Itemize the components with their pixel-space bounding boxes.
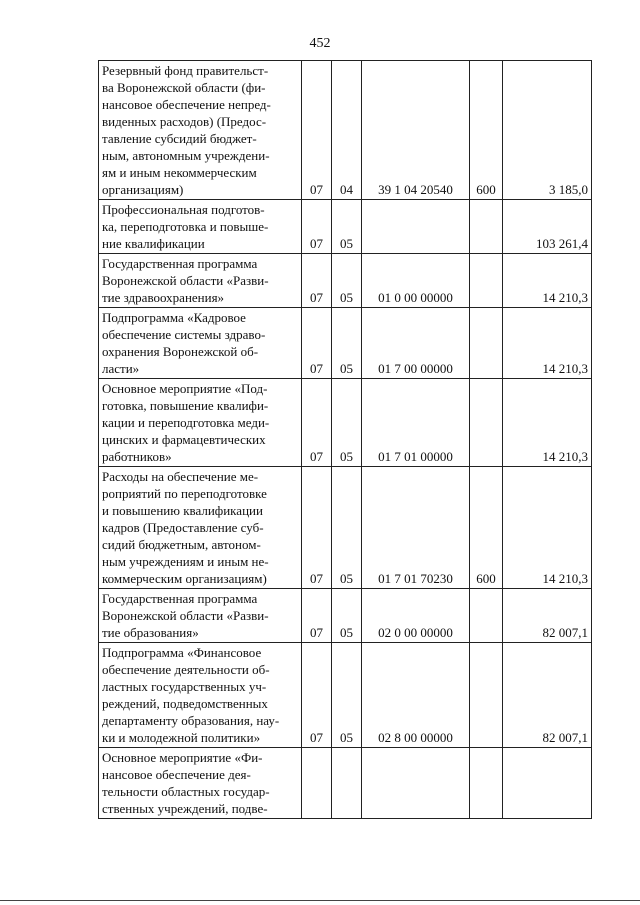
expense-type-cell [470, 254, 503, 308]
table-row [99, 589, 592, 643]
subsection-code-cell: 05 [332, 643, 362, 748]
target-article-cell: 01 7 01 00000 [362, 379, 470, 467]
target-article-cell: 01 0 00 00000 [362, 254, 470, 308]
amount-cell: 14 210,3 [503, 308, 592, 379]
subsection-code-cell [332, 748, 362, 819]
bottom-divider [0, 900, 640, 901]
table-row [99, 61, 592, 200]
table-row [99, 748, 592, 819]
row-name-cell: Резервный фонд правительст- ва Воронежской области (фи- нансовое обеспечение непред- виденных расходов) (Предос- тавление субсидий бюджет- ным, автономным учреждени- ям и иным некоммерческим организациям) [99, 61, 302, 200]
row-name-cell: Государственная программа Воронежской области «Разви- тие здравоохранения» [99, 254, 302, 308]
amount-cell: 3 185,0 [503, 61, 592, 200]
subsection-code-cell: 05 [332, 254, 362, 308]
table-row [99, 643, 592, 748]
row-name-cell: Государственная программа Воронежской области «Разви- тие образования» [99, 589, 302, 643]
expense-type-cell [470, 379, 503, 467]
row-name-cell: Профессиональная подготов- ка, переподготовка и повыше- ние квалификации [99, 200, 302, 254]
table-row [99, 254, 592, 308]
amount-cell: 82 007,1 [503, 589, 592, 643]
expense-type-cell: 600 [470, 61, 503, 200]
subsection-code-cell: 04 [332, 61, 362, 200]
section-code-cell: 07 [302, 308, 332, 379]
expense-type-cell [470, 643, 503, 748]
row-name-cell: Подпрограмма «Финансовое обеспечение деятельности об- ластных государственных уч- реждений, подведомственных департаменту образования, нау- ки и молодежной политики» [99, 643, 302, 748]
subsection-code-cell: 05 [332, 308, 362, 379]
section-code-cell: 07 [302, 200, 332, 254]
expense-type-cell [470, 308, 503, 379]
target-article-cell: 02 0 00 00000 [362, 589, 470, 643]
row-name-cell: Подпрограмма «Кадровое обеспечение системы здраво- охранения Воронежской об- ласти» [99, 308, 302, 379]
section-code-cell [302, 748, 332, 819]
row-name-cell: Расходы на обеспечение ме- роприятий по переподготовке и повышению квалификации кадров (Предоставление суб- сидий бюджетным, автоном- ным учреждениям и иным не- коммерческим организациям) [99, 467, 302, 589]
section-code-cell: 07 [302, 467, 332, 589]
table-row [99, 379, 592, 467]
subsection-code-cell: 05 [332, 200, 362, 254]
row-name-cell: Основное мероприятие «Под- готовка, повышение квалифи- кации и переподготовка меди- цинских и фармацевтических работников» [99, 379, 302, 467]
amount-cell: 14 210,3 [503, 254, 592, 308]
section-code-cell: 07 [302, 589, 332, 643]
table-row [99, 467, 592, 589]
amount-cell: 82 007,1 [503, 643, 592, 748]
target-article-cell: 01 7 00 00000 [362, 308, 470, 379]
expense-type-cell [470, 589, 503, 643]
subsection-code-cell: 05 [332, 589, 362, 643]
target-article-cell [362, 748, 470, 819]
target-article-cell [362, 200, 470, 254]
table-row [99, 200, 592, 254]
amount-cell: 14 210,3 [503, 467, 592, 589]
target-article-cell: 39 1 04 20540 [362, 61, 470, 200]
amount-cell: 103 261,4 [503, 200, 592, 254]
target-article-cell: 02 8 00 00000 [362, 643, 470, 748]
section-code-cell: 07 [302, 643, 332, 748]
row-name-cell: Основное мероприятие «Фи- нансовое обеспечение дея- тельности областных государ- ственных учреждений, подве- [99, 748, 302, 819]
section-code-cell: 07 [302, 61, 332, 200]
expense-type-cell [470, 748, 503, 819]
subsection-code-cell: 05 [332, 467, 362, 589]
budget-table-body [99, 61, 592, 819]
expense-type-cell: 600 [470, 467, 503, 589]
expense-type-cell [470, 200, 503, 254]
page-number: 452 [309, 36, 331, 51]
budget-table [98, 60, 592, 819]
subsection-code-cell: 05 [332, 379, 362, 467]
target-article-cell: 01 7 01 70230 [362, 467, 470, 589]
section-code-cell: 07 [302, 254, 332, 308]
section-code-cell: 07 [302, 379, 332, 467]
table-row [99, 308, 592, 379]
amount-cell [503, 748, 592, 819]
amount-cell: 14 210,3 [503, 379, 592, 467]
